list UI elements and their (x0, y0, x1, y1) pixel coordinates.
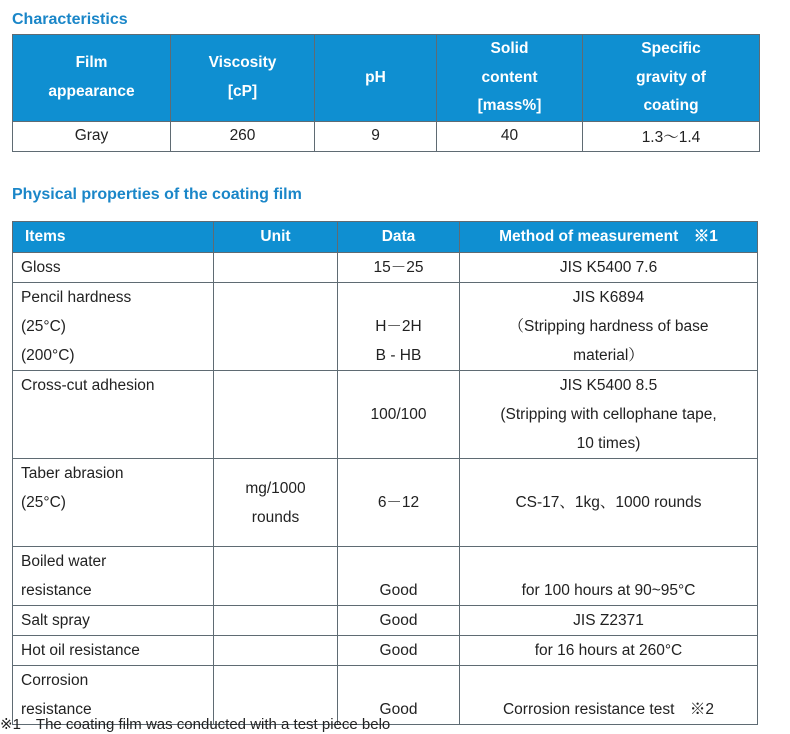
table-row (13, 636, 758, 666)
data-line (338, 371, 459, 400)
cell-data (338, 371, 460, 459)
method-line: (Stripping with cellophane tape, (500, 406, 717, 423)
value-viscosity: 260 (171, 121, 315, 151)
item-line: Hot oil resistance (21, 642, 140, 659)
cell-item (13, 253, 214, 283)
table-row (13, 253, 758, 283)
cell-item (13, 547, 214, 606)
physical-header-row (13, 222, 758, 253)
characteristics-value-row (13, 121, 760, 151)
unit-line (214, 283, 337, 312)
value-ph: 9 (315, 121, 437, 151)
method-line: （Stripping hardness of base (508, 318, 709, 335)
item-line: Boiled water (21, 553, 107, 570)
data-line (338, 547, 459, 576)
header-film-appearance: Film appearance (13, 35, 171, 122)
cell-method (460, 459, 758, 547)
data-line: 15－25 (373, 259, 424, 276)
value-solid-content: 40 (437, 121, 583, 151)
item-line: Cross-cut adhesion (21, 377, 155, 394)
cell-method (460, 547, 758, 606)
cell-data (338, 459, 460, 547)
method-line: JIS Z2371 (573, 612, 644, 629)
method-line: 10 times) (576, 435, 641, 452)
cell-unit (214, 371, 338, 459)
value-specific-gravity: 1.3～1.4 (583, 121, 760, 151)
data-line: Good (379, 701, 418, 718)
unit-line (214, 636, 337, 665)
cell-data (338, 547, 460, 606)
data-line (338, 459, 459, 488)
cell-item (13, 636, 214, 666)
method-line (460, 666, 757, 695)
unit-line (214, 606, 337, 635)
cell-method (460, 606, 758, 636)
method-line: for 100 hours at 90~95°C (521, 582, 696, 599)
header-items: Items (13, 222, 214, 253)
item-line: Salt spray (21, 612, 90, 629)
cell-data (338, 606, 460, 636)
item-line: (25°C) (21, 494, 66, 511)
data-line: B - HB (375, 347, 422, 364)
cell-unit (214, 636, 338, 666)
unit-line (214, 666, 337, 695)
unit-line: rounds (251, 508, 300, 526)
cell-method (460, 636, 758, 666)
cell-unit (214, 606, 338, 636)
characteristics-table (12, 34, 760, 152)
data-line: Good (379, 642, 418, 659)
data-line: Good (379, 612, 418, 629)
data-line: H－2H (375, 318, 422, 335)
cell-data (338, 283, 460, 371)
characteristics-header-row (13, 35, 760, 122)
unit-line (214, 547, 337, 576)
cell-unit (214, 459, 338, 547)
item-line: resistance (21, 582, 92, 599)
header-data: Data (338, 222, 460, 253)
item-line: Taber abrasion (21, 465, 124, 482)
item-line: Gloss (21, 259, 61, 276)
header-viscosity: Viscosity [cP] (171, 35, 315, 122)
method-line: Corrosion resistance test ※2 (502, 701, 715, 718)
cell-item (13, 371, 214, 459)
method-line: CS-17、1kg、1000 rounds (515, 494, 702, 511)
item-line: (200°C) (21, 347, 75, 364)
header-unit: Unit (214, 222, 338, 253)
cell-item (13, 459, 214, 547)
method-line: for 16 hours at 260°C (534, 642, 683, 659)
unit-line: mg/1000 (245, 479, 306, 497)
footnote: ※1 The coating film was conducted with a test piece belo (0, 716, 391, 733)
unit-line (214, 253, 337, 282)
cell-unit (214, 283, 338, 371)
header-specific-gravity: Specific gravity of coating (583, 35, 760, 122)
cell-unit (214, 253, 338, 283)
cell-method (460, 253, 758, 283)
cell-method (460, 371, 758, 459)
table-row (13, 459, 758, 547)
value-film-appearance: Gray (13, 121, 171, 151)
method-line: material） (573, 347, 644, 364)
table-row (13, 371, 758, 459)
table-row (13, 606, 758, 636)
cell-method (460, 666, 758, 725)
item-line: (25°C) (21, 318, 66, 335)
header-method: Method of measurement ※1 (460, 222, 758, 253)
data-line (338, 666, 459, 695)
physical-properties-table (12, 221, 758, 725)
header-ph: pH (315, 35, 437, 122)
method-line (460, 547, 757, 576)
method-line: JIS K6894 (572, 289, 645, 306)
unit-line (214, 371, 337, 400)
data-line: Good (379, 582, 418, 599)
item-line: Pencil hardness (21, 289, 132, 306)
item-line: resistance (21, 701, 92, 718)
cell-method (460, 283, 758, 371)
method-line: JIS K5400 8.5 (559, 377, 658, 394)
cell-data (338, 636, 460, 666)
data-line: 6－12 (377, 494, 420, 511)
data-line (338, 283, 459, 312)
characteristics-title: Characteristics (12, 11, 128, 28)
cell-unit (214, 547, 338, 606)
method-line: JIS K5400 7.6 (559, 259, 658, 276)
item-line: Corrosion (21, 672, 89, 689)
header-solid-content: Solid content [mass%] (437, 35, 583, 122)
cell-data (338, 253, 460, 283)
table-row (13, 283, 758, 371)
cell-item (13, 606, 214, 636)
physical-properties-title: Physical properties of the coating film (12, 186, 302, 203)
cell-item (13, 283, 214, 371)
data-line: 100/100 (370, 406, 427, 423)
table-row (13, 547, 758, 606)
method-line (460, 459, 757, 488)
